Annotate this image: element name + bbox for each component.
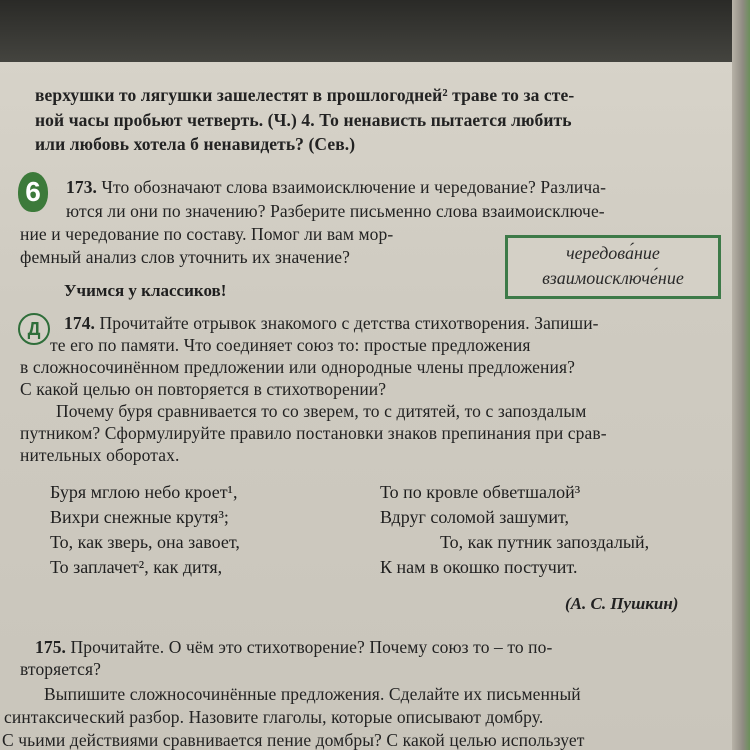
poem-right-3: То, как путник запоздалый, <box>440 532 650 552</box>
exercise-173-line-1 <box>66 177 606 198</box>
exercise-174-badge: Д <box>18 313 50 345</box>
exercise-175-number: 175. <box>35 637 67 657</box>
exercise-173-line-2: ются ли они по значению? Разберите письменно слова взаимоисключе- <box>66 201 605 221</box>
poem-right-1: То по кровле обветшалой³ <box>380 482 581 502</box>
exercise-174-number: 174. <box>64 313 96 333</box>
poem-author: (А. С. Пушкин) <box>565 594 679 613</box>
exercise-175-line-4: синтаксический разбор. Назовите глаголы, которые описывают домбру. <box>4 707 544 727</box>
poem-left-2: Вихри снежные крутя³; <box>50 507 229 527</box>
poem-left-4: То заплачет², как дитя, <box>50 557 223 577</box>
exercise-175-text-1: Прочитайте. О чём это стихотворение? Почему союз то – то по- <box>70 637 553 657</box>
exercise-175-line-1 <box>35 637 552 658</box>
exercise-174-line-6: путником? Сформулируйте правило постановки знаков препинания при срав- <box>20 423 607 443</box>
exercise-173-line-4: фемный анализ слов уточнить их значение? <box>20 247 351 267</box>
top-line-2: ной часы пробьют четверть. (Ч.) 4. То ненависть пытается любить <box>35 110 572 130</box>
poem-left-3: То, как зверь, она завоет, <box>50 532 240 552</box>
exercise-174-line-3: в сложносочинённом предложении или однородные члены предложения? <box>20 357 576 377</box>
exercise-173-number: 173. <box>66 177 98 197</box>
page-top-shadow <box>0 0 750 62</box>
exercise-173-badge: 6 <box>18 172 48 212</box>
exercise-174-line-4: С какой целью он повторяется в стихотворении? <box>20 379 387 399</box>
exercise-174-line-5: Почему буря сравнивается то со зверем, то с дитятей, то с запоздалым <box>56 401 587 421</box>
exercise-174-text-1: Прочитайте отрывок знакомого с детства стихотворения. Запиши- <box>99 313 599 333</box>
page-edge <box>732 0 750 750</box>
exercise-174-line-7: нительных оборотах. <box>20 445 180 465</box>
exercise-173-text-1: Что обозначают слова взаимоисключение и чередование? Различа- <box>101 177 607 197</box>
top-line-3: или любовь хотела б ненавидеть? (Сев.) <box>35 134 356 154</box>
top-line-1: верхушки то лягушки зашелестят в прошлогодней² траве то за сте- <box>35 85 575 105</box>
exercise-173-line-3: ние и чередование по составу. Помог ли вам мор- <box>20 224 394 244</box>
exercise-175-line-5: С чьими действиями сравнивается пение домбры? С какой целью использует <box>2 730 585 750</box>
poem-right-2: Вдруг соломой зашумит, <box>380 507 570 527</box>
exercise-174-line-2: те его по памяти. Что соединяет союз то: простые предложения <box>50 335 531 355</box>
poem-right-4: К нам в окошко постучит. <box>380 557 578 577</box>
word-box-word-1: чередова́ние <box>566 243 660 263</box>
exercise-175-line-3: Выпишите сложносочинённые предложения. Сделайте их письменный <box>44 684 581 704</box>
word-box <box>505 235 721 299</box>
exercise-175-line-2: вторяется? <box>20 659 102 679</box>
poem-left-1: Буря мглою небо кроет¹, <box>50 482 238 502</box>
section-heading: Учимся у классиков! <box>64 281 227 300</box>
exercise-174-line-1 <box>64 313 599 334</box>
word-box-word-2: взаимоисключе́ние <box>542 268 684 288</box>
